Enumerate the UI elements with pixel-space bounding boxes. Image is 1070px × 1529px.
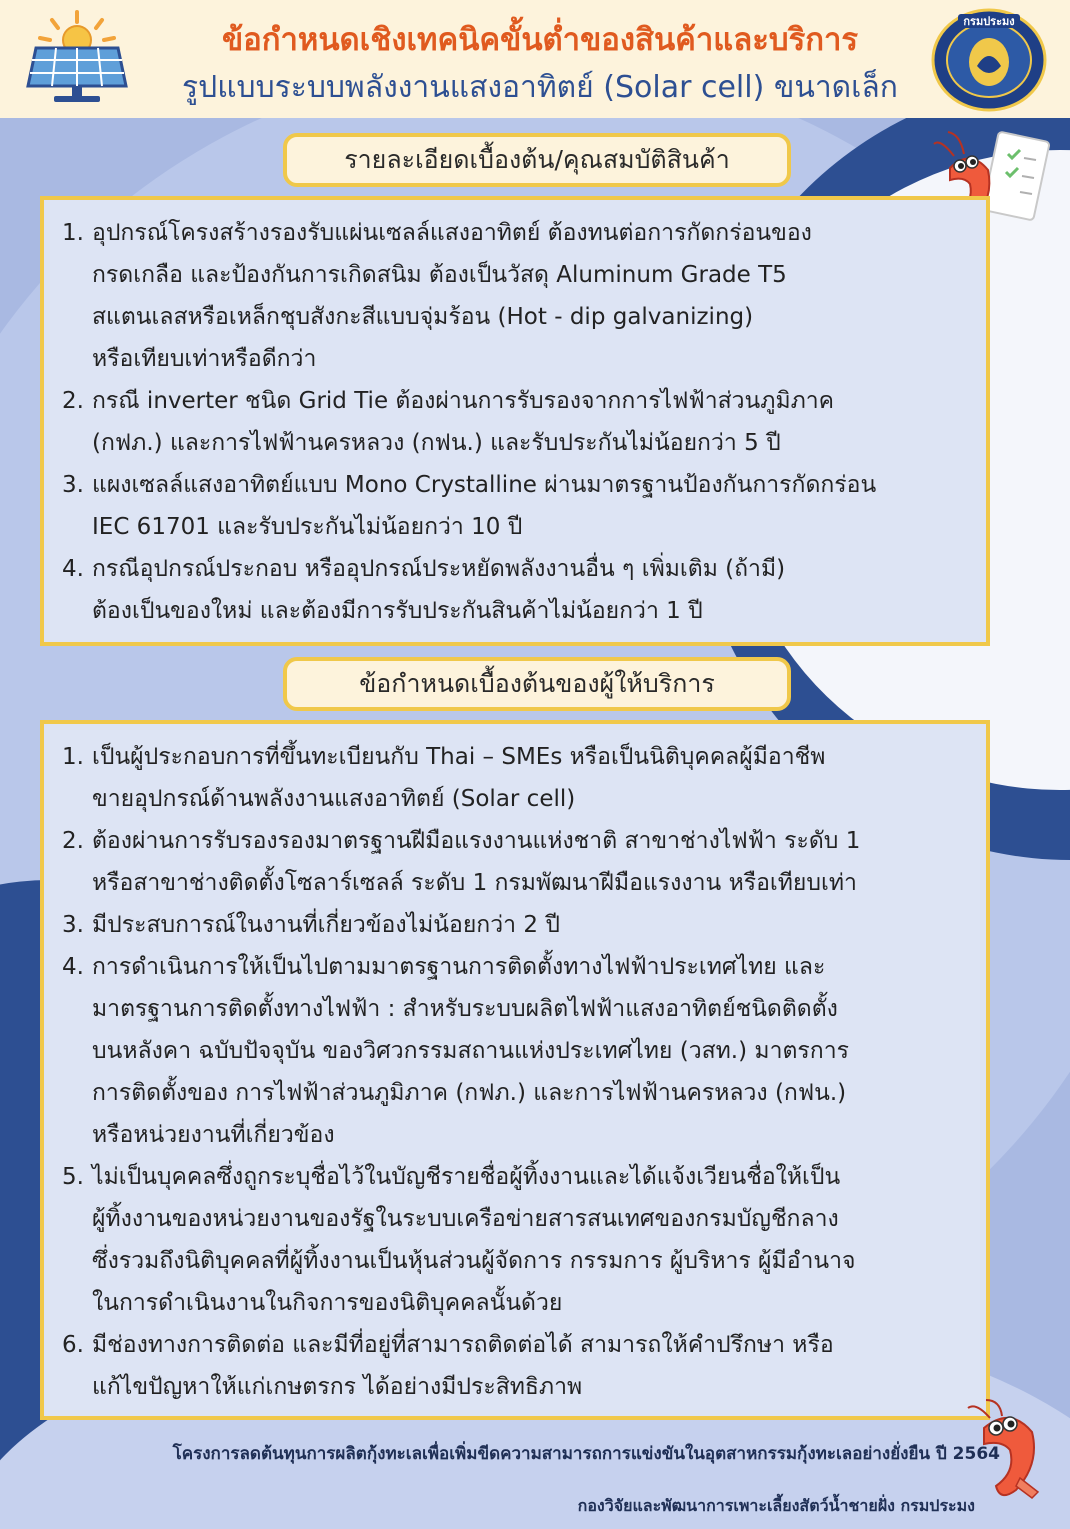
provider-requirements-box [40, 720, 990, 1420]
footer-project: โครงการลดต้นทุนการผลิตกุ้งทะเลเพื่อเพิ่มขีดความสามารถการแข่งขันในอุตสาหกรรมกุ้งทะเลอย่างยั่งยืน ปี 2564 [172, 1444, 1000, 1464]
item-line: ผู้ทิ้งงานของหน่วยงานของรัฐในระบบเครือข่ายสารสนเทศของกรมบัญชีกลาง [92, 1206, 839, 1232]
item-number: 3. [62, 912, 84, 938]
list-item [62, 946, 968, 1156]
item-number: 4. [62, 556, 84, 582]
department-seal-logo [930, 8, 1048, 112]
product-details-box [40, 196, 990, 646]
item-number: 6. [62, 1332, 84, 1358]
item-line: บนหลังคา ฉบับปัจจุบัน ของวิศวกรรมสถานแห่งประเทศไทย (วสท.) มาตรการ [92, 1038, 849, 1064]
item-line: สแตนเลสหรือเหล็กชุบสังกะสีแบบจุ่มร้อน (Hot - dip galvanizing) [92, 304, 754, 330]
header [0, 0, 1070, 118]
page-title: ข้อกำหนดเชิงเทคนิคขั้นต่ำของสินค้าและบริการ [221, 22, 859, 58]
list-item [62, 1156, 968, 1324]
item-line: ไม่เป็นบุคคลซึ่งถูกระบุชื่อไว้ในบัญชีรายชื่อผู้ทิ้งงานและได้แจ้งเวียนชื่อให้เป็น [92, 1164, 841, 1190]
list-item [62, 1324, 968, 1408]
item-line: ขายอุปกรณ์ด้านพลังงานแสงอาทิตย์ (Solar cell) [92, 786, 576, 812]
list-item [62, 212, 968, 380]
item-line: ในการดำเนินงานในกิจการของนิติบุคคลนั้นด้วย [92, 1290, 563, 1316]
list-item [62, 736, 968, 820]
product-details-list [62, 212, 968, 632]
list-item [62, 548, 968, 632]
item-line: แผงเซลล์แสงอาทิตย์แบบ Mono Crystalline ผ่านมาตรฐานป้องกันการกัดกร่อน [92, 472, 877, 498]
list-item [62, 820, 968, 904]
item-line: กรดเกลือ และป้องกันการเกิดสนิม ต้องเป็นวัสดุ Aluminum Grade T5 [92, 262, 787, 288]
item-line: หรือสาขาช่างติดตั้งโซลาร์เซลล์ ระดับ 1 กรมพัฒนาฝีมือแรงงาน หรือเทียบเท่า [92, 870, 857, 896]
item-line: หรือหน่วยงานที่เกี่ยวข้อง [92, 1122, 335, 1148]
item-line: เป็นผู้ประกอบการที่ขึ้นทะเบียนกับ Thai – SMEs หรือเป็นนิติบุคคลผู้มีอาชีพ [92, 744, 826, 770]
item-line: กรณีอุปกรณ์ประกอบ หรืออุปกรณ์ประหยัดพลังงานอื่น ๆ เพิ่มเติม (ถ้ามี) [92, 556, 786, 582]
solar-panel-icon [22, 8, 132, 108]
item-number: 5. [62, 1164, 84, 1190]
item-line: ซึ่งรวมถึงนิติบุคคลที่ผู้ทิ้งงานเป็นหุ้นส่วนผู้จัดการ กรรมการ ผู้บริหาร ผู้มีอำนาจ [92, 1248, 856, 1274]
section-title-product-details: รายละเอียดเบื้องต้น/คุณสมบัติสินค้า [283, 133, 791, 187]
item-line: อุปกรณ์โครงสร้างรองรับแผ่นเซลล์แสงอาทิตย์ ต้องทนต่อการกัดกร่อนของ [92, 220, 812, 246]
item-line: (กฟภ.) และการไฟฟ้านครหลวง (กฟน.) และรับประกันไม่น้อยกว่า 5 ปี [92, 430, 781, 456]
list-item [62, 464, 968, 548]
svg-text:กรมประมง: กรมประมง [963, 15, 1015, 28]
item-line: ต้องเป็นของใหม่ และต้องมีการรับประกันสินค้าไม่น้อยกว่า 1 ปี [92, 598, 703, 624]
item-line: มีช่องทางการติดต่อ และมีที่อยู่ที่สามารถติดต่อได้ สามารถให้คำปรึกษา หรือ [92, 1332, 834, 1358]
item-line: แก้ไขปัญหาให้แก่เกษตรกร ได้อย่างมีประสิทธิภาพ [92, 1374, 583, 1400]
item-line: การติดตั้งของ การไฟฟ้าส่วนภูมิภาค (กฟภ.) และการไฟฟ้านครหลวง (กฟน.) [92, 1080, 847, 1106]
item-line: กรณี inverter ชนิด Grid Tie ต้องผ่านการรับรองจากการไฟฟ้าส่วนภูมิภาค [92, 388, 835, 414]
item-number: 1. [62, 744, 84, 770]
provider-requirements-list [62, 736, 968, 1408]
list-item [62, 904, 968, 946]
item-number: 2. [62, 828, 84, 854]
item-number: 4. [62, 954, 84, 980]
page-subtitle: รูปแบบระบบพลังงานแสงอาทิตย์ (Solar cell) ขนาดเล็ก [182, 70, 898, 105]
item-number: 3. [62, 472, 84, 498]
item-line: มีประสบการณ์ในงานที่เกี่ยวข้องไม่น้อยกว่า 2 ปี [92, 912, 560, 938]
item-number: 1. [62, 220, 84, 246]
item-line: การดำเนินการให้เป็นไปตามมาตรฐานการติดตั้งทางไฟฟ้าประเทศไทย และ [92, 954, 826, 980]
item-line: หรือเทียบเท่าหรือดีกว่า [92, 346, 317, 372]
item-line: มาตรฐานการติดตั้งทางไฟฟ้า : สำหรับระบบผลิตไฟฟ้าแสงอาทิตย์ชนิดติดตั้ง [92, 996, 838, 1022]
list-item [62, 380, 968, 464]
item-line: IEC 61701 และรับประกันไม่น้อยกว่า 10 ปี [92, 514, 523, 540]
footer-department: กองวิจัยและพัฒนาการเพาะเลี้ยงสัตว์น้ำชายฝั่ง กรมประมง [577, 1496, 975, 1515]
item-line: ต้องผ่านการรับรองรองมาตรฐานฝีมือแรงงานแห่งชาติ สาขาช่างไฟฟ้า ระดับ 1 [92, 828, 861, 854]
section-title-provider-requirements: ข้อกำหนดเบื้องต้นของผู้ให้บริการ [283, 657, 791, 711]
item-number: 2. [62, 388, 84, 414]
